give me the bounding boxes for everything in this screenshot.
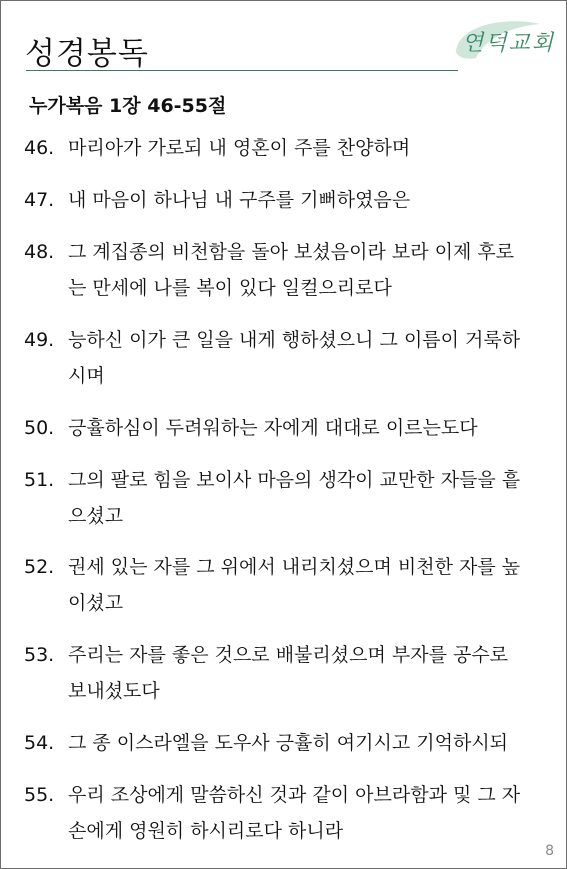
verse-number: 50. xyxy=(24,417,55,439)
verse-text-line: 능하신 이가 큰 일을 내게 행하셨으니 그 이름이 거룩하 xyxy=(68,329,521,351)
verse-text xyxy=(68,130,548,166)
verse-number: 46. xyxy=(24,137,55,159)
verse-text-line: 우리 조상에게 말씀하신 것과 같이 아브라함과 및 그 자 xyxy=(68,784,521,806)
verse-text xyxy=(68,725,548,761)
verse-text xyxy=(68,410,548,446)
verse-text xyxy=(68,549,548,621)
church-logo-text: 연덕교회 xyxy=(462,31,556,56)
passage-reference: 누가복음 1장 46-55절 xyxy=(29,95,227,117)
verse-text xyxy=(68,637,548,709)
page-title: 성경봉독 xyxy=(25,36,149,72)
verse-text xyxy=(68,462,548,534)
verse-number: 47. xyxy=(24,189,55,211)
verse-number: 51. xyxy=(24,469,55,491)
verse-text-line: 시며 xyxy=(68,365,105,387)
verse-text-line: 마리아가 가로되 내 영혼이 주를 찬양하며 xyxy=(68,137,411,159)
verse-number: 55. xyxy=(24,784,55,806)
verse-text xyxy=(68,234,548,306)
verse-text-line: 보내셨도다 xyxy=(68,680,160,702)
verse-text xyxy=(68,182,548,218)
page-number: 8 xyxy=(545,843,554,859)
verse-text-line: 그 종 이스라엘을 도우사 긍휼히 여기시고 기억하시되 xyxy=(68,732,509,754)
verse-text xyxy=(68,777,548,849)
verse-number: 53. xyxy=(24,644,55,666)
verse-text-line: 권세 있는 자를 그 위에서 내리치셨으며 비천한 자를 높 xyxy=(68,556,521,578)
verse-text-line: 긍휼하심이 두려워하는 자에게 대대로 이르는도다 xyxy=(68,417,478,439)
verse-text-line: 으셨고 xyxy=(68,505,124,527)
verse-text-line: 그의 팔로 힘을 보이사 마음의 생각이 교만한 자들을 흩 xyxy=(68,469,521,491)
verse-text-line: 내 마음이 하나님 내 구주를 기뻐하였음은 xyxy=(68,189,411,211)
verse-text-line: 는 만세에 나를 복이 있다 일컬으리로다 xyxy=(68,277,392,299)
verse-text-line: 그 계집종의 비천함을 돌아 보셨음이라 보라 이제 후로 xyxy=(68,241,515,263)
verse-text-line: 손에게 영원히 하시리로다 하니라 xyxy=(68,820,344,842)
verse-number: 48. xyxy=(24,241,55,263)
verse-number: 54. xyxy=(24,732,55,754)
verse-number: 49. xyxy=(24,329,55,351)
verse-text-line: 주리는 자를 좋은 것으로 배불리셨으며 부자를 공수로 xyxy=(68,644,509,666)
verse-number: 52. xyxy=(24,556,55,578)
title-underline xyxy=(26,70,458,71)
verse-text-line: 이셨고 xyxy=(68,592,124,614)
verse-text xyxy=(68,322,548,394)
